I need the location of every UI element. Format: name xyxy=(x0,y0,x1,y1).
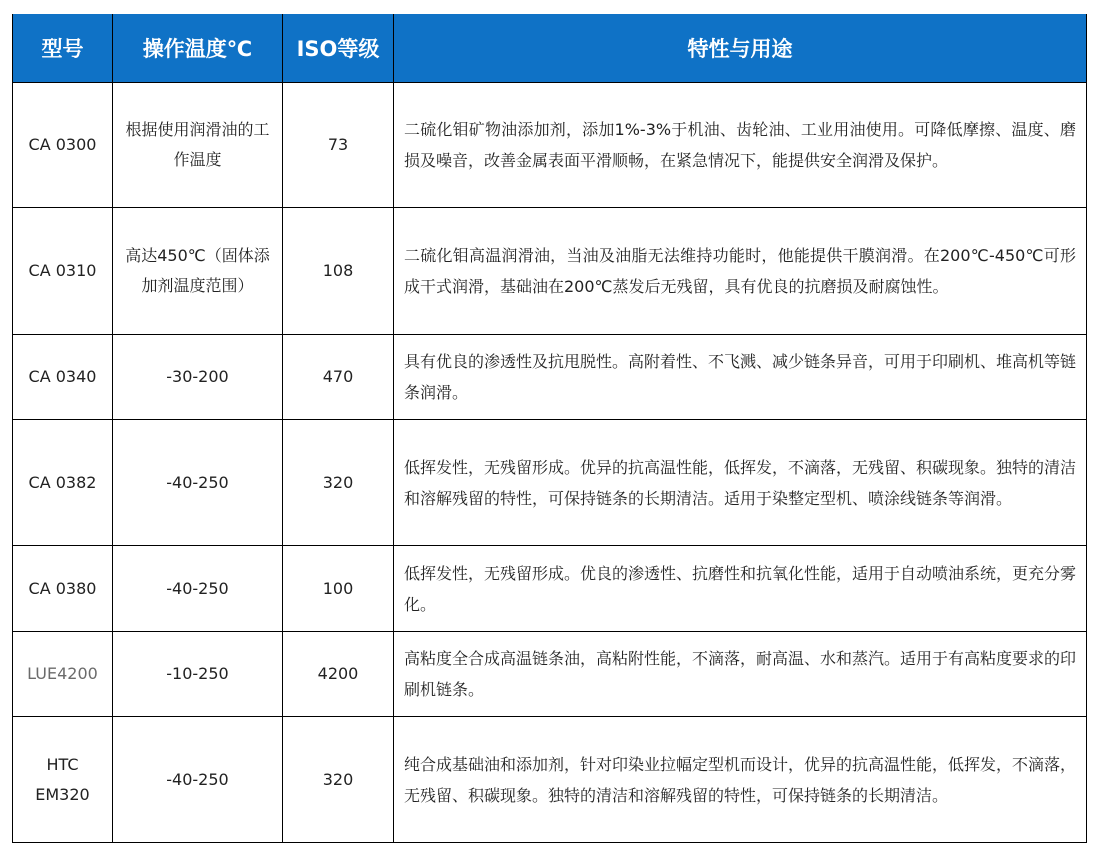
header-iso-grade: ISO等级 xyxy=(283,14,394,83)
cell-iso: 4200 xyxy=(283,632,394,717)
product-spec-table-container xyxy=(12,14,1086,843)
cell-model: CA 0310 xyxy=(13,208,113,335)
cell-model: CA 0300 xyxy=(13,83,113,208)
cell-description: 二硫化钼高温润滑油，当油及油脂无法维持功能时，他能提供干膜润滑。在200℃-450℃可形成干式润滑，基础油在200℃蒸发后无残留，具有优良的抗磨损及耐腐蚀性。 xyxy=(394,208,1087,335)
table-row xyxy=(13,546,1087,632)
table-row xyxy=(13,208,1087,335)
cell-description: 低挥发性，无残留形成。优良的渗透性、抗磨性和抗氧化性能，适用于自动喷油系统，更充分雾化。 xyxy=(394,546,1087,632)
table-header-row xyxy=(13,14,1087,83)
table-row xyxy=(13,420,1087,546)
cell-temperature: 根据使用润滑油的工作温度 xyxy=(113,83,283,208)
cell-model: CA 0380 xyxy=(13,546,113,632)
cell-temperature: 高达450℃（固体添加剂温度范围） xyxy=(113,208,283,335)
cell-temperature: -30-200 xyxy=(113,335,283,420)
cell-model: CA 0382 xyxy=(13,420,113,546)
cell-description: 二硫化钼矿物油添加剂，添加1%-3%于机油、齿轮油、工业用油使用。可降低摩擦、温度、磨损及噪音，改善金属表面平滑顺畅，在紧急情况下，能提供安全润滑及保护。 xyxy=(394,83,1087,208)
table-row xyxy=(13,83,1087,208)
header-temperature: 操作温度℃ xyxy=(113,14,283,83)
cell-iso: 100 xyxy=(283,546,394,632)
cell-model: LUE4200 xyxy=(13,632,113,717)
header-model: 型号 xyxy=(13,14,113,83)
table-row xyxy=(13,717,1087,843)
cell-temperature: -40-250 xyxy=(113,546,283,632)
cell-iso: 108 xyxy=(283,208,394,335)
cell-temperature: -10-250 xyxy=(113,632,283,717)
cell-description: 低挥发性，无残留形成。优异的抗高温性能，低挥发，不滴落，无残留、积碳现象。独特的清洁和溶解残留的特性，可保持链条的长期清洁。适用于染整定型机、喷涂线链条等润滑。 xyxy=(394,420,1087,546)
table-row xyxy=(13,335,1087,420)
cell-iso: 320 xyxy=(283,717,394,843)
cell-model: HTC EM320 xyxy=(13,717,113,843)
cell-temperature: -40-250 xyxy=(113,717,283,843)
cell-iso: 470 xyxy=(283,335,394,420)
product-spec-table xyxy=(12,14,1087,843)
header-features-uses: 特性与用途 xyxy=(394,14,1087,83)
cell-description: 具有优良的渗透性及抗甩脱性。高附着性、不飞溅、减少链条异音，可用于印刷机、堆高机等链条润滑。 xyxy=(394,335,1087,420)
cell-temperature: -40-250 xyxy=(113,420,283,546)
cell-description: 高粘度全合成高温链条油，高粘附性能，不滴落，耐高温、水和蒸汽。适用于有高粘度要求的印刷机链条。 xyxy=(394,632,1087,717)
cell-iso: 320 xyxy=(283,420,394,546)
cell-model: CA 0340 xyxy=(13,335,113,420)
cell-iso: 73 xyxy=(283,83,394,208)
cell-description: 纯合成基础油和添加剂，针对印染业拉幅定型机而设计，优异的抗高温性能，低挥发，不滴落，无残留、积碳现象。独特的清洁和溶解残留的特性，可保持链条的长期清洁。 xyxy=(394,717,1087,843)
table-row xyxy=(13,632,1087,717)
